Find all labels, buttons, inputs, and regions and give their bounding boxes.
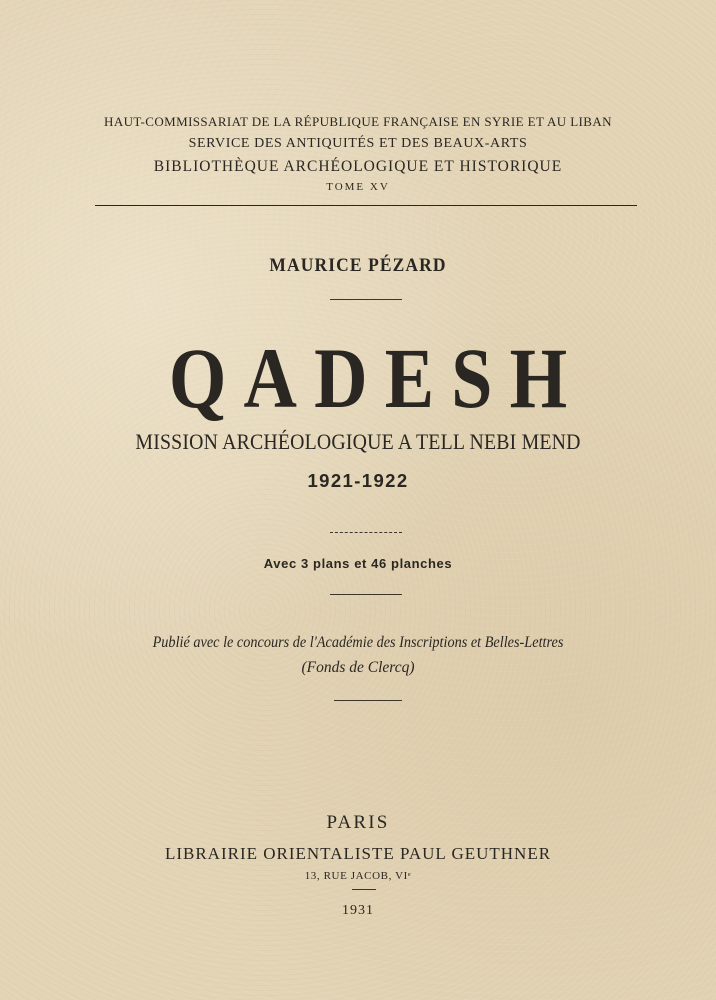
header-line-1: HAUT-COMMISSARIAT DE LA RÉPUBLIQUE FRANÇAISE EN SYRIE ET AU LIBAN <box>104 114 612 129</box>
publication-note-line-2: (Fonds de Clercq) <box>301 659 415 676</box>
book-title: QADESH <box>168 330 585 426</box>
header-line-2: SERVICE DES ANTIQUITÉS ET DES BEAUX-ARTS <box>188 136 528 151</box>
divider-publication <box>334 700 402 701</box>
excavation-years: 1921-1922 <box>307 470 409 491</box>
author-name: MAURICE PÉZARD <box>269 255 447 276</box>
publication-note-line-1: Publié avec le concours de l'Académie des Inscriptions et Belles-Lettres <box>152 634 564 651</box>
divider-author <box>330 299 402 300</box>
divider-imprint <box>352 889 376 890</box>
series-title: BIBLIOTHÈQUE ARCHÉOLOGIQUE ET HISTORIQUE <box>153 158 563 175</box>
imprint-address: 13, RUE JACOB, VIᵉ <box>304 870 412 882</box>
illustrations-note: Avec 3 plans et 46 planches <box>263 556 453 571</box>
divider-years <box>330 532 402 533</box>
volume-number: TOME XV <box>326 181 390 193</box>
divider-plates <box>330 594 402 595</box>
imprint-publisher: LIBRAIRIE ORIENTALISTE PAUL GEUTHNER <box>164 844 552 863</box>
publication-year: 1931 <box>342 903 374 918</box>
book-subtitle: MISSION ARCHÉOLOGIQUE A TELL NEBI MEND <box>135 429 581 454</box>
imprint-city: PARIS <box>326 812 390 833</box>
header-divider <box>95 205 637 206</box>
